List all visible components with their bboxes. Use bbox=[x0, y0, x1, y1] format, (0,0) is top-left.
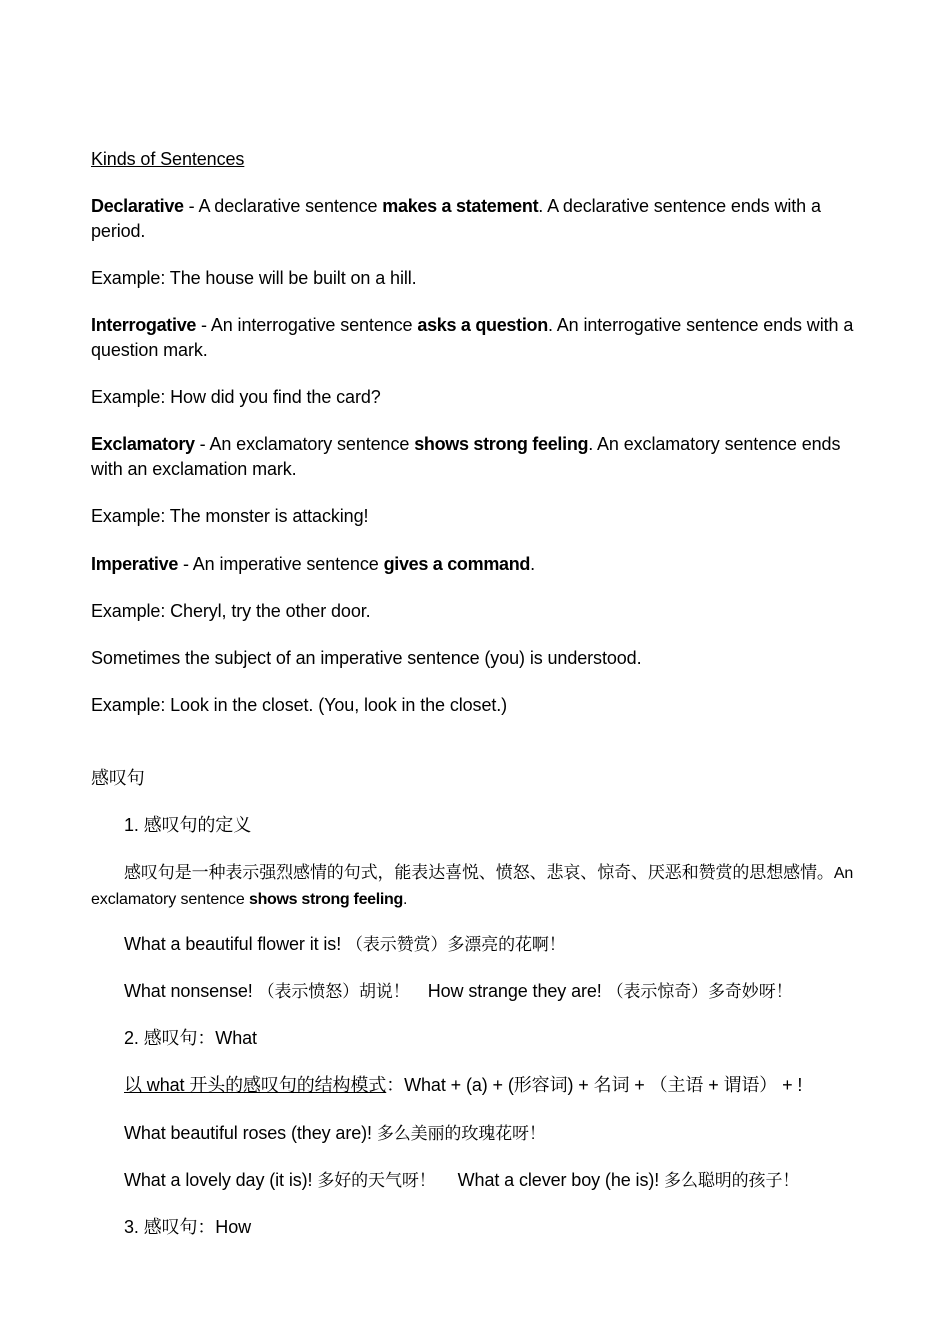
interrogative-text-2: . An interrogative sentence ends with a question mark. bbox=[91, 315, 854, 360]
definition-end: . bbox=[403, 891, 408, 908]
imperative-text-2: . bbox=[530, 554, 536, 574]
example-1-zh: （表示赞赏）多漂亮的花啊！ bbox=[346, 935, 566, 955]
example-4b-en: What a clever boy (he is)! bbox=[457, 1170, 665, 1190]
exclamatory-text-2: . An exclamatory sentence ends with an exclamation mark. bbox=[91, 434, 841, 479]
imperative-example: Example: Cheryl, try the other door. bbox=[91, 601, 371, 621]
declarative-text-2: . A declarative sentence ends with a period. bbox=[91, 196, 821, 241]
definition-zh: 感叹句是一种表示强烈感情的句式，能表达喜悦、愤怒、悲哀、惊奇、厌恶和赞赏的思想感情。 bbox=[124, 863, 834, 883]
exclamatory-text-1: - An exclamatory sentence bbox=[194, 434, 415, 454]
pattern-label: 以 what 开头的感叹句的结构模式 bbox=[124, 1075, 387, 1095]
section-2-heading: 2. 感叹句：What bbox=[124, 1028, 257, 1048]
example-1-en: What a beautiful flower it is! bbox=[124, 934, 346, 954]
example-3-en: What beautiful roses (they are)! bbox=[124, 1123, 377, 1143]
interrogative-text-1: - An interrogative sentence bbox=[196, 315, 418, 335]
pattern-formula: ：What + (a) + (形容词) + 名词 + （主语 + 谓语） + ! bbox=[386, 1075, 803, 1095]
declarative-paragraph bbox=[91, 194, 866, 244]
imperative-bold: gives a command bbox=[383, 554, 531, 574]
imperative-paragraph bbox=[91, 552, 866, 577]
example-2a-en: What nonsense! bbox=[124, 981, 258, 1001]
declarative-bold: makes a statement bbox=[382, 196, 539, 216]
example-2b-en: How strange they are! bbox=[427, 981, 607, 1001]
exclamatory-bold: shows strong feeling bbox=[414, 434, 589, 454]
example-4b-zh: 多么聪明的孩子！ bbox=[664, 1171, 800, 1191]
example-line-2 bbox=[124, 979, 866, 1005]
section-2-pattern bbox=[124, 1073, 866, 1098]
definition-en: An exclamatory sentence bbox=[91, 865, 854, 908]
example-4a-en: What a lovely day (it is)! bbox=[124, 1170, 318, 1190]
imperative-term: Imperative bbox=[91, 554, 179, 574]
interrogative-example: Example: How did you find the card? bbox=[91, 387, 381, 407]
declarative-text-1: - A declarative sentence bbox=[183, 196, 383, 216]
section-1-definition bbox=[91, 860, 866, 912]
example-3-zh: 多么美丽的玫瑰花呀！ bbox=[376, 1124, 546, 1144]
definition-bold: shows strong feeling bbox=[248, 891, 404, 908]
exclamatory-paragraph bbox=[91, 432, 866, 482]
interrogative-term: Interrogative bbox=[91, 315, 197, 335]
section-3-heading: 3. 感叹句：How bbox=[124, 1217, 252, 1237]
interrogative-bold: asks a question bbox=[417, 315, 548, 335]
example-line-4 bbox=[124, 1168, 866, 1194]
interrogative-paragraph bbox=[91, 313, 866, 363]
declarative-term: Declarative bbox=[91, 196, 184, 216]
imperative-example-2: Example: Look in the closet. (You, look in the closet.) bbox=[91, 695, 508, 715]
example-2a-zh: （表示愤怒）胡说！ bbox=[257, 982, 410, 1002]
example-2b-zh: （表示惊奇）多奇妙呀！ bbox=[606, 982, 793, 1002]
exclamatory-example: Example: The monster is attacking! bbox=[91, 506, 369, 526]
zh-heading: 感叹句 bbox=[91, 768, 145, 788]
example-4a-zh: 多好的天气呀！ bbox=[317, 1171, 436, 1191]
page-title: Kinds of Sentences bbox=[91, 149, 245, 169]
imperative-text-1: - An imperative sentence bbox=[178, 554, 384, 574]
imperative-note: Sometimes the subject of an imperative sentence (you) is understood. bbox=[91, 648, 642, 668]
exclamatory-term: Exclamatory bbox=[91, 434, 195, 454]
declarative-example: Example: The house will be built on a hill. bbox=[91, 268, 417, 288]
example-line-3 bbox=[124, 1121, 866, 1147]
section-1-heading: 1. 感叹句的定义 bbox=[124, 815, 252, 835]
example-line-1 bbox=[124, 932, 866, 958]
